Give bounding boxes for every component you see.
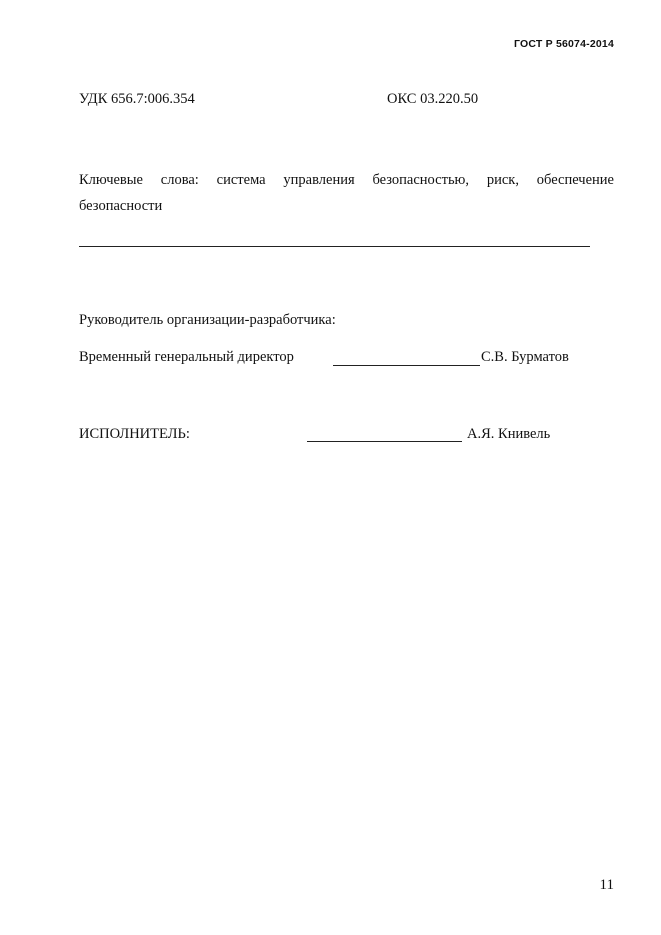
director-position: Временный генеральный директор [79, 349, 294, 365]
developer-leader-label: Руководитель организации-разработчика: [79, 312, 336, 328]
director-signature-line [333, 365, 480, 366]
executor-signature-line [307, 441, 462, 442]
keywords-text: Ключевые слова: система управления безопасностью, риск, обеспечение безопасности [79, 172, 614, 214]
executor-name: А.Я. Книвель [467, 426, 551, 442]
director-name: С.В. Бурматов [481, 349, 569, 365]
standard-code: ГОСТ Р 56074-2014 [513, 38, 614, 50]
oks-code: ОКС 03.220.50 [387, 91, 479, 107]
executor-label: ИСПОЛНИТЕЛЬ: [79, 426, 190, 442]
udk-code: УДК 656.7:006.354 [79, 91, 195, 107]
page-number: 11 [599, 877, 614, 893]
separator-line [79, 246, 590, 247]
